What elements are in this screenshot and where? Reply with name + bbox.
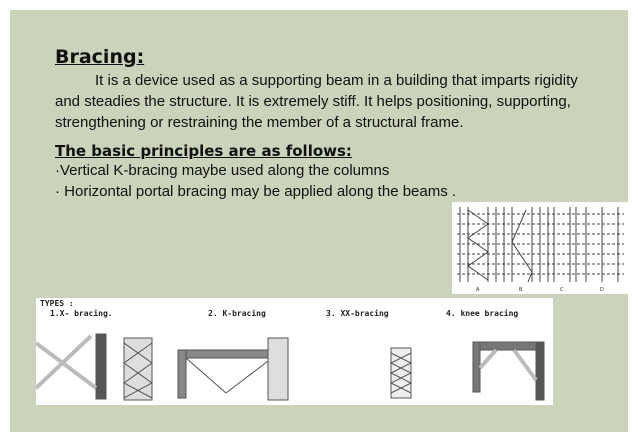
bracing-types-figure: [36, 298, 553, 405]
type-k-bracing: 2. K-bracing: [208, 309, 266, 318]
type-knee-bracing: 4. knee bracing: [446, 309, 519, 318]
paragraph-line-3: strengthening or restraining the member of a structural frame.: [55, 114, 464, 131]
paragraph-line-1: It is a device used as a supporting beam in a building that imparts rigidity: [95, 72, 578, 89]
slide-title: Bracing:: [55, 46, 145, 68]
label-b: B: [519, 287, 523, 293]
principles-heading: The basic principles are as follows:: [55, 142, 352, 160]
label-a: A: [476, 287, 480, 293]
types-heading: TYPES :: [40, 299, 74, 308]
type-xx-bracing: 3. XX-bracing: [326, 309, 389, 318]
bullet-1: ·Vertical K-bracing maybe used along the columns: [55, 162, 390, 179]
label-d: D: [600, 287, 604, 293]
paragraph-line-2: and steadies the structure. It is extremely stiff. It helps positioning, supporting,: [55, 93, 571, 110]
bracing-frames-figure: [452, 202, 628, 294]
bullet-2: · Horizontal portal bracing may be applied along the beams .: [55, 183, 457, 200]
type-x-bracing: 1.X- bracing.: [50, 309, 113, 318]
label-c: C: [560, 287, 564, 293]
